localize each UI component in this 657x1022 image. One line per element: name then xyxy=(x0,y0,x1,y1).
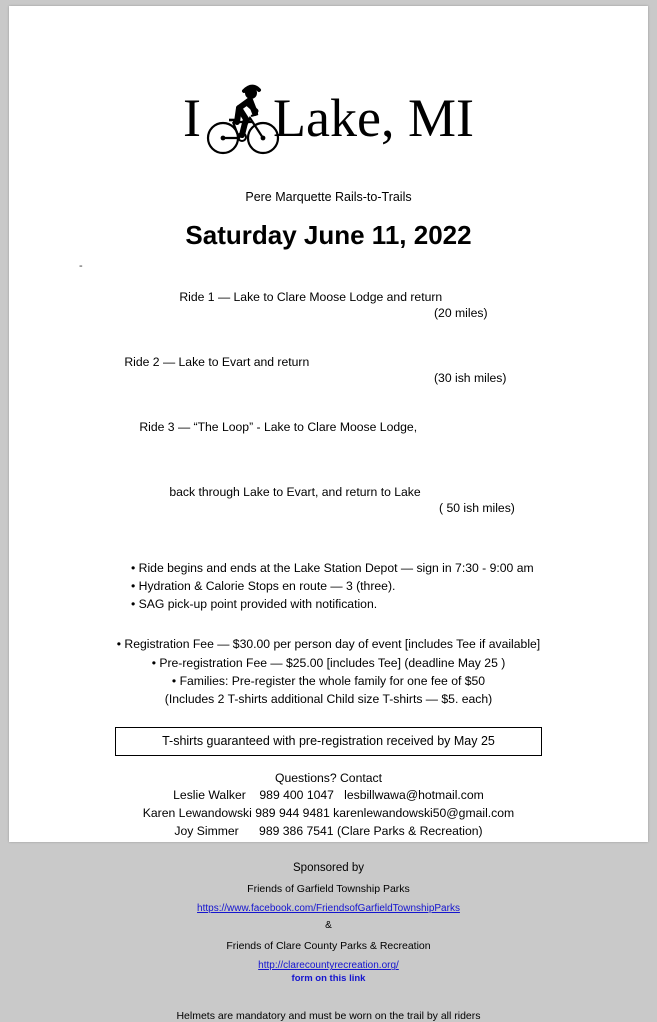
logistics-item: • SAG pick-up point provided with notification. xyxy=(131,597,378,612)
ride-label: Ride 3 — “The Loop” - Lake to Clare Moose Lodge, xyxy=(139,419,418,434)
ride-distance: (30 ish miles) xyxy=(434,371,507,386)
document-page xyxy=(9,6,648,1022)
ride-distance: ( 50 ish miles) xyxy=(439,501,515,516)
logistics-item: • Hydration & Calorie Stops en route — 3 (three). xyxy=(131,578,396,593)
event-logo xyxy=(9,78,648,158)
sponsor-primary-name: Friends of Garfield Township Parks xyxy=(247,883,410,896)
ride-label: back through Lake to Evart, and return to Lake xyxy=(169,484,421,499)
event-date-title: Saturday June 11, 2022 xyxy=(185,220,472,250)
ride-distance: (20 miles) xyxy=(434,306,488,321)
ride-row xyxy=(104,468,648,533)
sponsor-conjunction: & xyxy=(325,920,332,932)
contacts-section xyxy=(9,770,648,841)
contacts-heading: Questions? Contact xyxy=(274,770,383,785)
contact-row: Leslie Walker 989 400 1047 lesbillwawa@hotmail.com xyxy=(173,788,484,803)
fee-item: • Pre-registration Fee — $25.00 [includes Tee] (deadline May 25 ) xyxy=(151,655,506,670)
logo-text xyxy=(9,78,648,158)
fee-item: • Registration Fee — $30.00 per person day of event [includes Tee if available] xyxy=(116,637,541,652)
sponsors-section xyxy=(9,862,648,984)
cyclist-icon xyxy=(206,78,280,158)
fees-list xyxy=(9,635,648,708)
form-link-note: form on this link xyxy=(291,973,366,985)
sponsor-secondary-link[interactable]: http://clarecountyrecreation.org/ xyxy=(258,960,399,972)
ride-row xyxy=(104,338,648,403)
logistics-list xyxy=(9,559,648,614)
event-subtitle: Pere Marquette Rails-to-Trails xyxy=(245,190,412,204)
sponsored-by-label: Sponsored by xyxy=(293,862,364,875)
logistics-item: • Ride begins and ends at the Lake Station Depot — sign in 7:30 - 9:00 am xyxy=(131,560,534,575)
margin-tick: - xyxy=(79,260,83,272)
fee-item: (Includes 2 T-shirts additional Child size T-shirts — $5. each) xyxy=(164,692,493,707)
ride-label: Ride 1 — Lake to Clare Moose Lodge and return xyxy=(179,290,443,305)
fee-item: • Families: Pre-register the whole family for one fee of $50 xyxy=(171,673,486,688)
sponsor-secondary-name: Friends of Clare County Parks & Recreation xyxy=(226,940,431,953)
sponsor-primary-link[interactable]: https://www.facebook.com/FriendsofGarfieldTownshipParks xyxy=(197,903,460,915)
logo-suffix-text: Lake, MI xyxy=(273,88,474,148)
contact-row: Karen Lewandowski 989 944 9481 karenlewandowski50@gmail.com xyxy=(142,805,515,820)
contact-row: Joy Simmer 989 386 7541 (Clare Parks & Recreation) xyxy=(174,823,483,838)
helmet-requirement-note: Helmets are mandatory and must be worn on the trail by all riders xyxy=(176,1010,481,1022)
tshirt-guarantee-box: T-shirts guaranteed with pre-registration received by May 25 xyxy=(115,727,542,756)
logo-letter-i: I xyxy=(183,88,202,148)
ride-row xyxy=(104,273,648,338)
rides-list xyxy=(9,273,648,533)
ride-row xyxy=(104,403,648,468)
ride-label: Ride 2 — Lake to Evart and return xyxy=(124,355,310,370)
